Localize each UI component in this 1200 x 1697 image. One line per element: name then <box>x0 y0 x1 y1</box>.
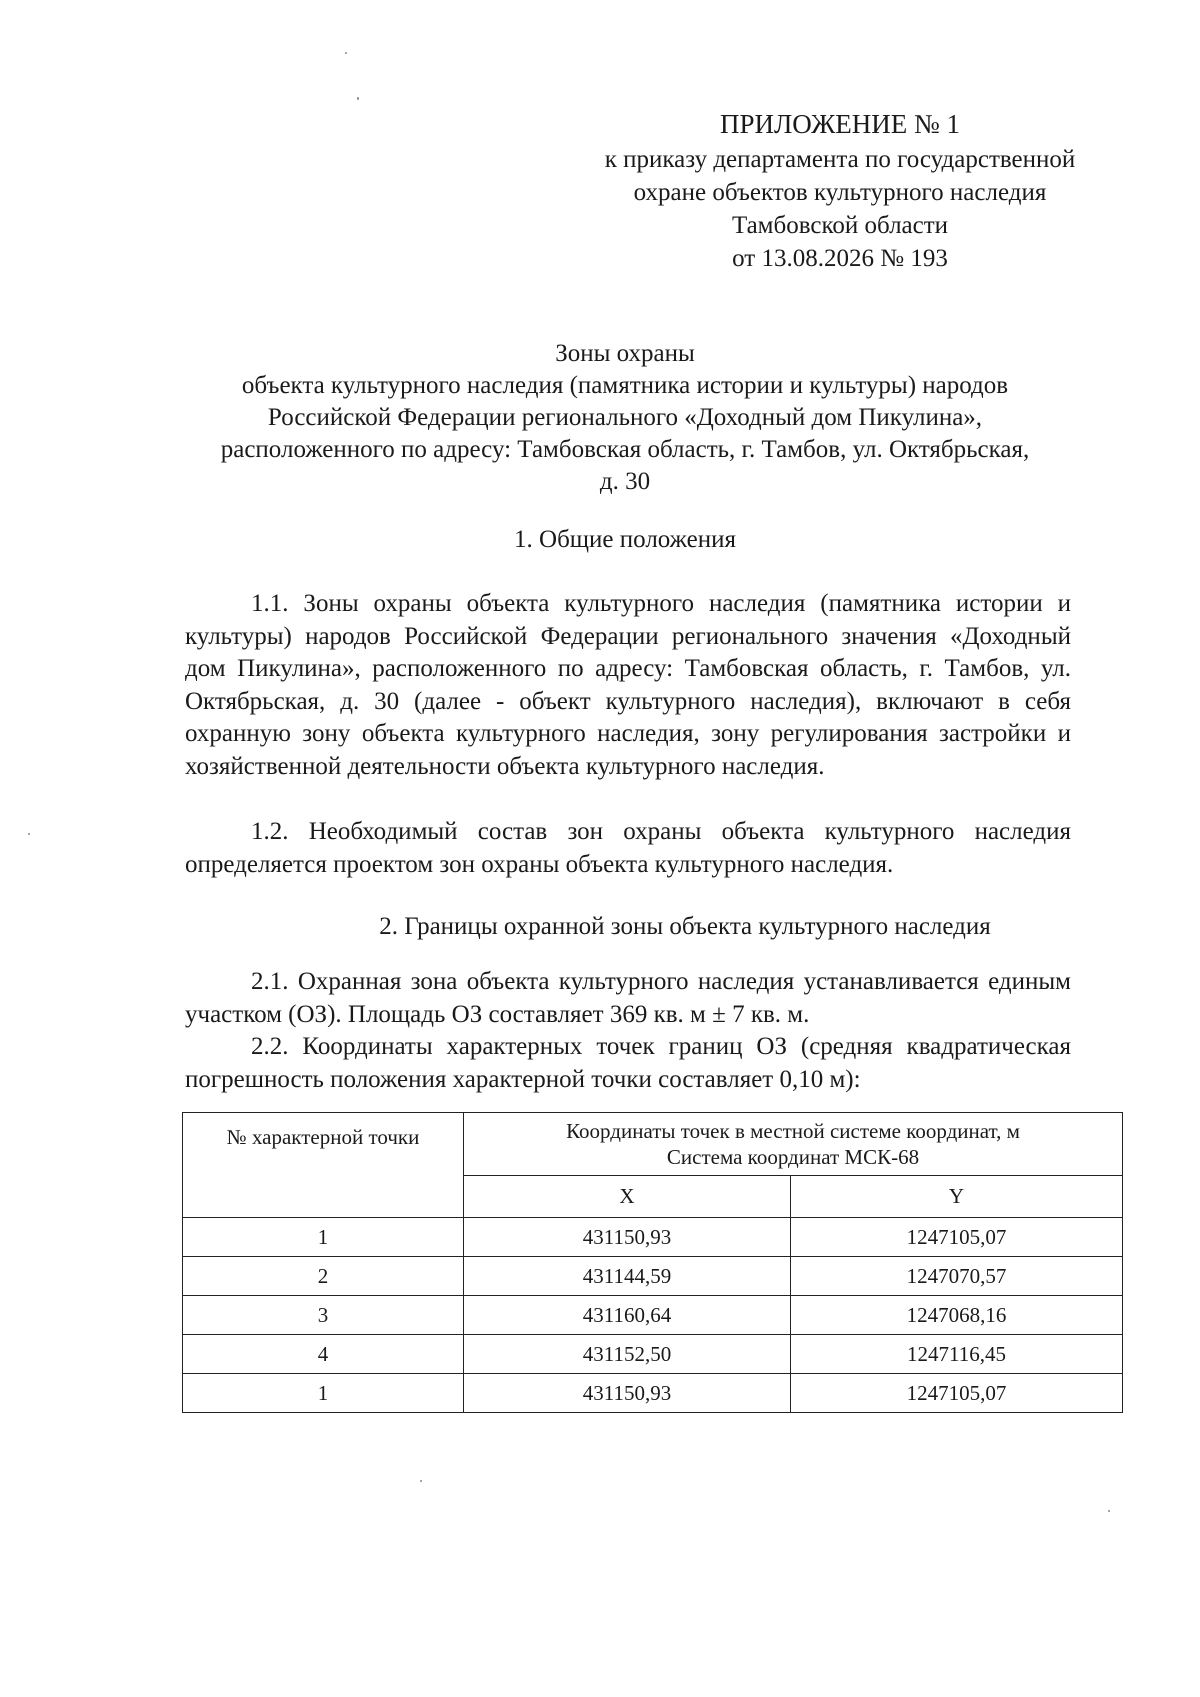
point-number: 1 <box>183 1218 464 1257</box>
table-row <box>183 1257 1123 1296</box>
point-number: 4 <box>183 1335 464 1374</box>
title-line: д. 30 <box>599 468 651 495</box>
paragraph-1-1: 1.1. Зоны охраны объекта культурного наследия (памятника истории и культуры) народов Российской Федерации регионального значения «Доходный дом Пикулина», расположенного по адресу: Тамбовская область, г. Тамбов, ул. Октябрьская, д. 30 (далее - объект культурного наследия), включают в себя охранную зону объекта культурного наследия, зону регулирования застройки и хозяйственной деятельности объекта культурного наследия. <box>185 590 1071 780</box>
table-row <box>183 1374 1123 1413</box>
title-line: Зоны охраны <box>555 340 695 367</box>
y-value: 1247070,57 <box>791 1257 1123 1296</box>
document-title <box>180 338 1070 498</box>
title-line: расположенного по адресу: Тамбовская область, г. Тамбов, ул. Октябрьская, <box>220 436 1030 463</box>
x-value: 431160,64 <box>464 1296 791 1335</box>
x-value: 431150,93 <box>464 1218 791 1257</box>
x-value: 431150,93 <box>464 1374 791 1413</box>
y-value: 1247068,16 <box>791 1296 1123 1335</box>
x-value: 431144,59 <box>464 1257 791 1296</box>
title-line: объекта культурного наследия (памятника истории и культуры) народов <box>241 372 1009 399</box>
table-row <box>183 1296 1123 1335</box>
table-row <box>183 1335 1123 1374</box>
section-1-heading: 1. Общие положения <box>514 526 736 553</box>
appendix-line: к приказу департамента по государственной <box>604 146 1076 173</box>
appendix-line: Тамбовской области <box>731 212 949 239</box>
section-2-heading: 2. Границы охранной зоны объекта культурного наследия <box>379 913 991 940</box>
paragraph-2-2: 2.2. Координаты характерных точек границ ОЗ (средняя квадратическая погрешность положения характерной точки составляет 0,10 м): <box>185 1033 1071 1093</box>
appendix-date-number: от 13.08.2026 № 193 <box>732 245 948 272</box>
title-line: Российской Федерации регионального «Доходный дом Пикулина», <box>267 404 983 431</box>
scan-speck <box>28 833 30 835</box>
point-number: 2 <box>183 1257 464 1296</box>
y-value: 1247105,07 <box>791 1374 1123 1413</box>
coordinates-table <box>182 1112 1123 1413</box>
paragraph-2-1: 2.1. Охранная зона объекта культурного наследия устанавливается единым участком (ОЗ). Площадь ОЗ составляет 369 кв. м ± 7 кв. м. <box>185 968 1071 1028</box>
y-value: 1247105,07 <box>791 1218 1123 1257</box>
table-row <box>183 1218 1123 1257</box>
header-x: X <box>464 1176 791 1218</box>
scan-speck <box>1108 1510 1110 1512</box>
x-value: 431152,50 <box>464 1335 791 1374</box>
appendix-line: охране объектов культурного наследия <box>633 179 1047 206</box>
appendix-header <box>560 108 1120 275</box>
point-number: 1 <box>183 1374 464 1413</box>
header-y: Y <box>791 1176 1123 1218</box>
header-coordinates-line: Координаты точек в местной системе координат, м <box>566 1119 1020 1143</box>
header-point-number: № характерной точки <box>183 1113 464 1218</box>
header-coordinate-system: Система координат МСК-68 <box>666 1145 920 1169</box>
paragraph-1-2: 1.2. Необходимый состав зон охраны объекта культурного наследия определяется проектом зон охраны объекта культурного наследия. <box>185 818 1071 878</box>
appendix-title: ПРИЛОЖЕНИЕ № 1 <box>719 109 961 139</box>
header-coordinates <box>464 1113 1123 1176</box>
scan-speck <box>345 52 347 54</box>
y-value: 1247116,45 <box>791 1335 1123 1374</box>
point-number: 3 <box>183 1296 464 1335</box>
scan-speck <box>420 1480 422 1482</box>
scan-speck <box>357 97 359 100</box>
